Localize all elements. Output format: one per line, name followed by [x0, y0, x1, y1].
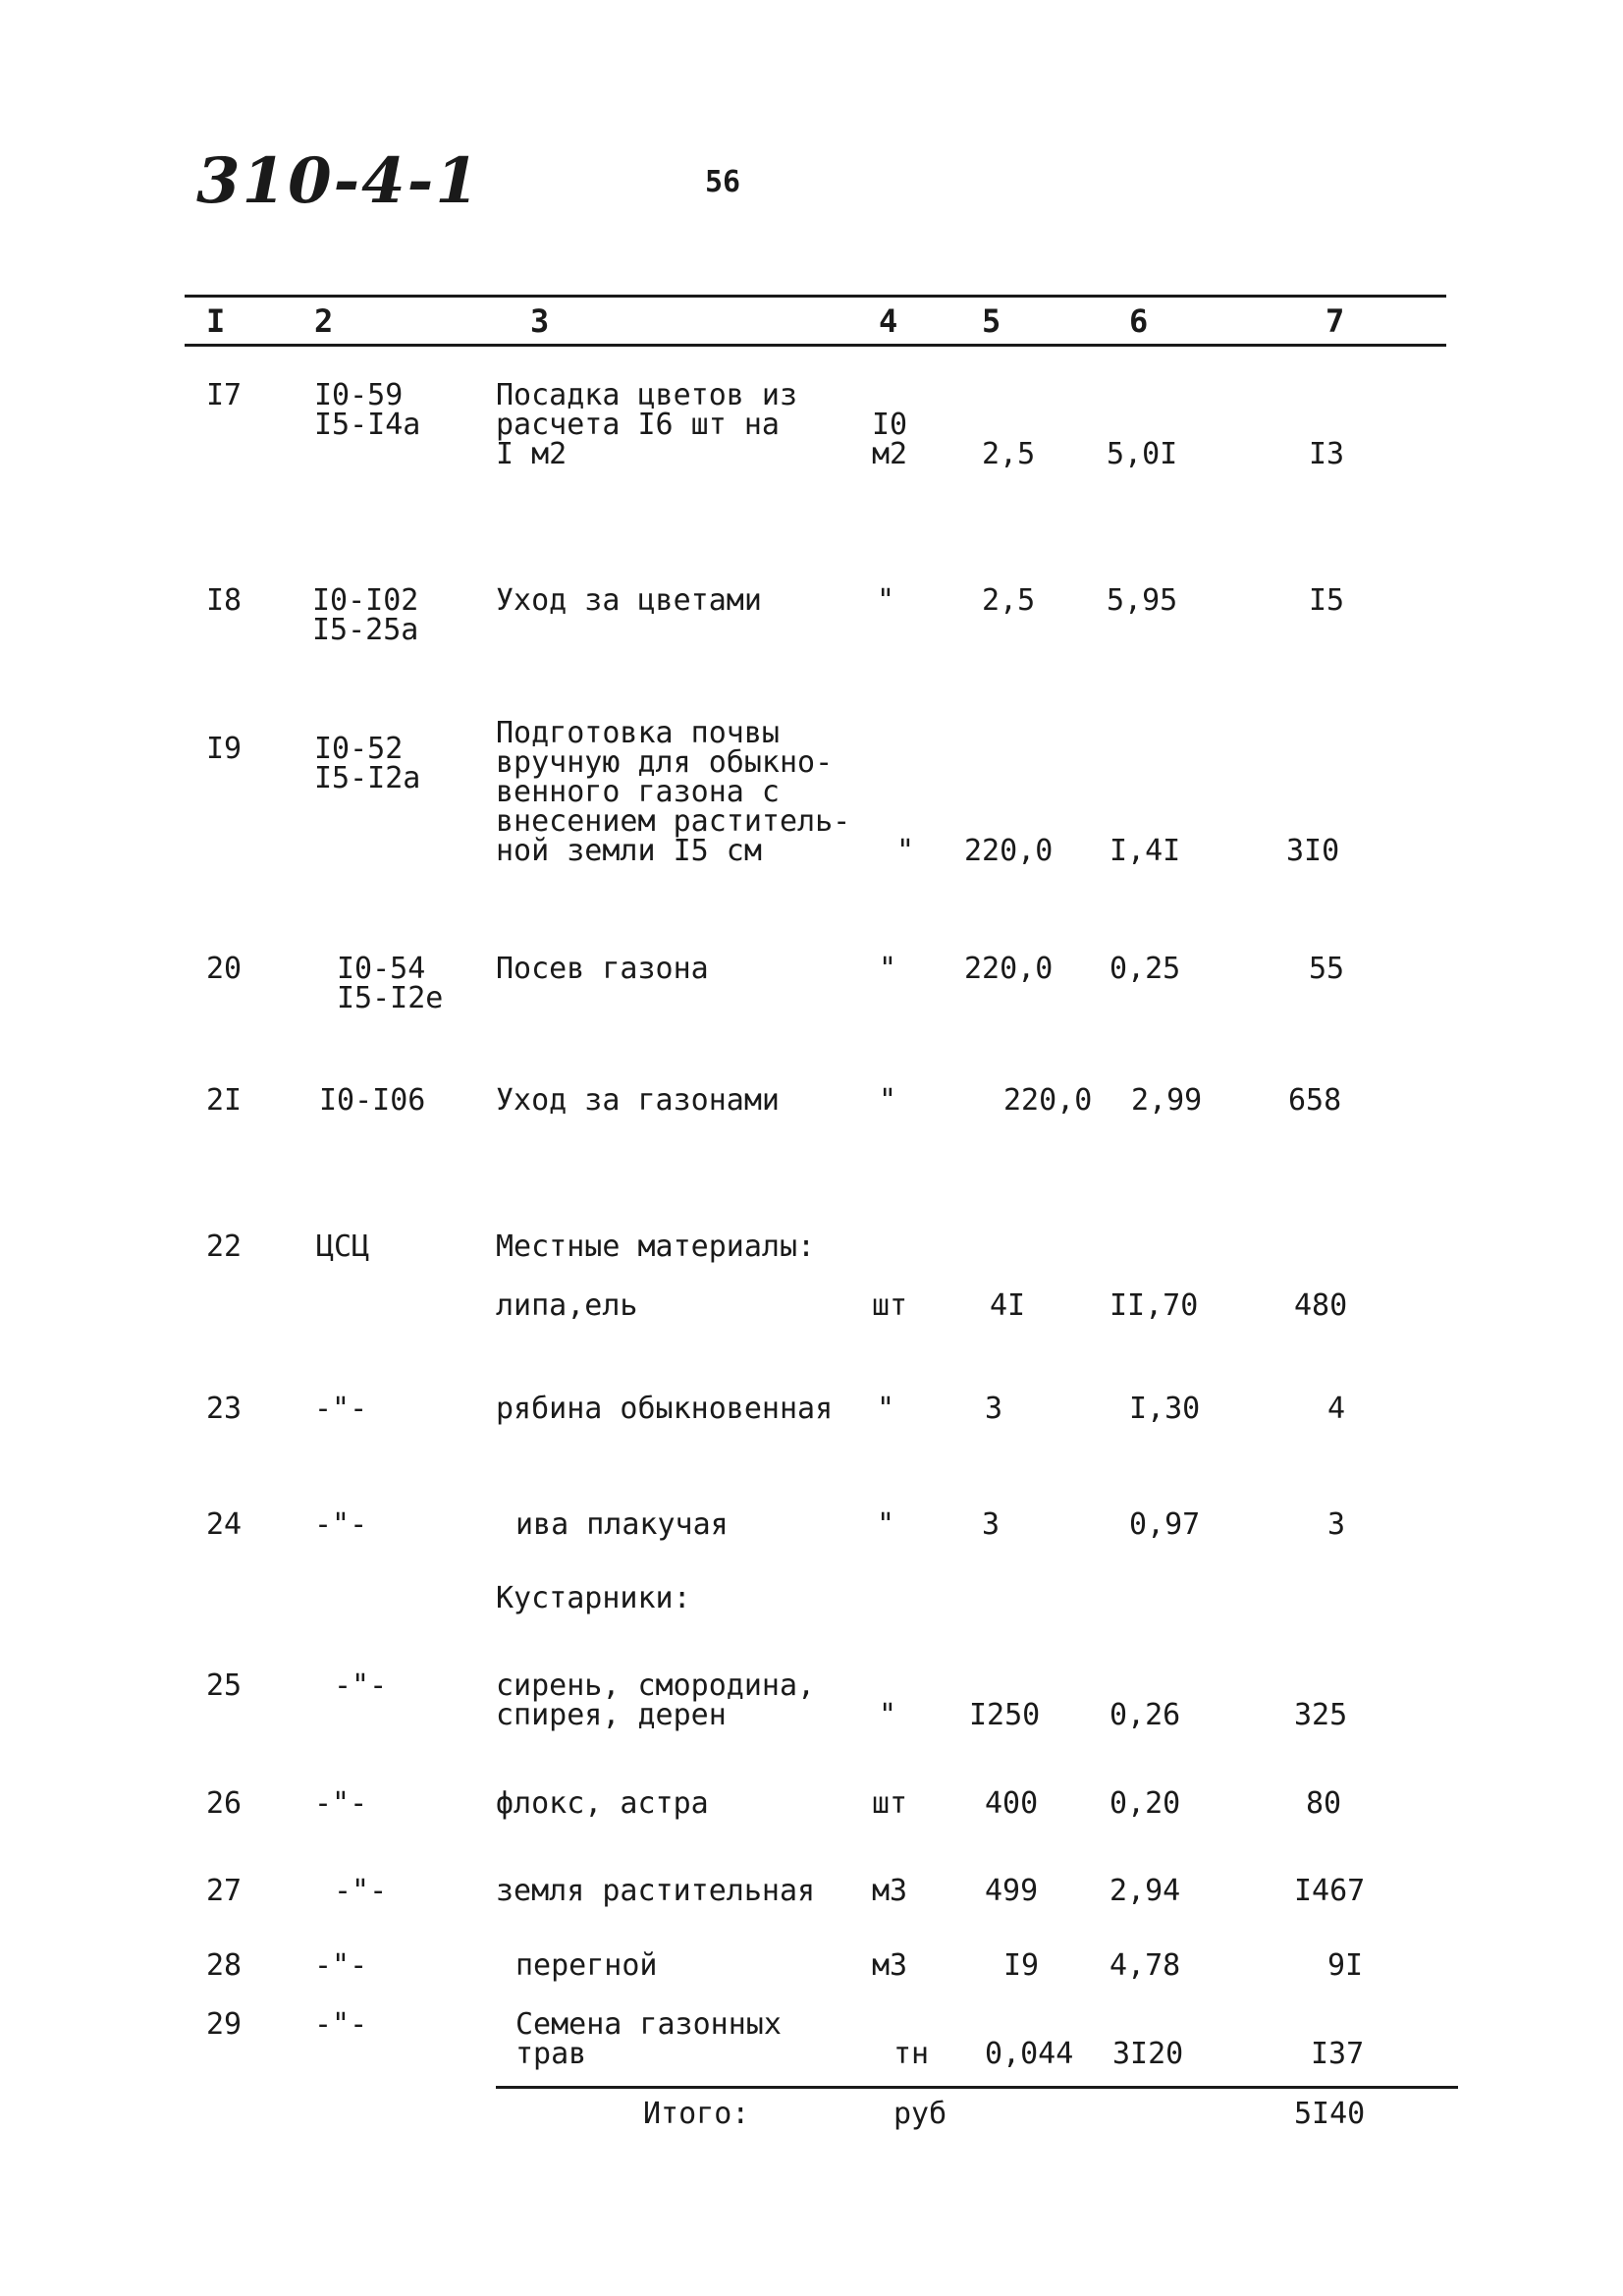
unit: " [879, 1698, 897, 1732]
unit: " [877, 1392, 895, 1426]
row-number: I9 [206, 732, 243, 766]
unit: " [896, 834, 915, 868]
row-number: 28 [206, 1948, 243, 1983]
unit: м3 [872, 1948, 908, 1983]
work-name: перегной [515, 1948, 658, 1983]
quantity: 0,044 [985, 2037, 1074, 2071]
total-cost: 480 [1294, 1288, 1348, 1323]
quantity: 499 [985, 1874, 1039, 1908]
unit-price: 5,0I [1107, 437, 1178, 471]
unit: тн [893, 2037, 930, 2071]
norm-code: I0-52 I5-I2a [314, 732, 421, 795]
column-header-2: 2 [314, 302, 334, 340]
header-top-rule [185, 295, 1446, 298]
unit: " [877, 583, 895, 618]
unit-price: 3I20 [1112, 2037, 1184, 2071]
section-label: Кустарники: [496, 1581, 691, 1615]
norm-code: -"- [314, 1507, 368, 1542]
norm-code: -"- [314, 1786, 368, 1821]
work-name: Уход за газонами [496, 1083, 780, 1118]
total-cost: 3 [1327, 1507, 1346, 1542]
total-rule [496, 2086, 1458, 2089]
column-header-5: 5 [982, 302, 1001, 340]
total-unit: руб [893, 2097, 947, 2131]
quantity: 2,5 [982, 583, 1036, 618]
work-name: ива плакучая [515, 1507, 729, 1542]
row-number: 22 [206, 1230, 243, 1264]
unit-price: 5,95 [1107, 583, 1178, 618]
total-cost: 9I [1327, 1948, 1364, 1983]
unit-price: 2,99 [1131, 1083, 1203, 1118]
header-bottom-rule [185, 344, 1446, 347]
column-header-4: 4 [879, 302, 898, 340]
work-name: Местные материалы: [496, 1230, 816, 1264]
document-code: 310-4-1 [196, 144, 481, 218]
unit-price: II,70 [1109, 1288, 1199, 1323]
norm-code: I0-I06 [319, 1083, 426, 1118]
work-name: сирень, смородина, спирея, дерен [496, 1668, 816, 1732]
quantity: 220,0 [964, 834, 1054, 868]
quantity: 4I [990, 1288, 1026, 1323]
work-name: Семена газонных трав [515, 2007, 782, 2071]
quantity: 400 [985, 1786, 1039, 1821]
quantity: I9 [1003, 1948, 1040, 1983]
unit-price: 0,26 [1109, 1698, 1181, 1732]
grand-total: 5I40 [1294, 2097, 1366, 2131]
unit: I0 м2 [872, 408, 908, 471]
norm-code: -"- [334, 1874, 388, 1908]
unit: " [879, 1083, 897, 1118]
row-number: 23 [206, 1392, 243, 1426]
total-cost: I467 [1294, 1874, 1366, 1908]
unit: шт [872, 1786, 908, 1821]
unit: м3 [872, 1874, 908, 1908]
row-number: 29 [206, 2007, 243, 2042]
norm-code: I0-54 I5-I2e [337, 952, 444, 1015]
work-name: флокс, астра [496, 1786, 709, 1821]
total-cost: 325 [1294, 1698, 1348, 1732]
total-cost: I37 [1311, 2037, 1365, 2071]
norm-code: -"- [314, 2007, 368, 2042]
row-number: 26 [206, 1786, 243, 1821]
total-cost: 80 [1306, 1786, 1342, 1821]
quantity: 3 [982, 1507, 1001, 1542]
unit-price: I,30 [1129, 1392, 1201, 1426]
unit: " [877, 1507, 895, 1542]
work-name: земля растительная [496, 1874, 816, 1908]
total-cost: 658 [1288, 1083, 1342, 1118]
norm-code: -"- [314, 1948, 368, 1983]
work-name: липа,ель [496, 1288, 638, 1323]
total-label: Итого: [643, 2097, 750, 2131]
total-cost: I5 [1309, 583, 1345, 618]
row-number: 2I [206, 1083, 243, 1118]
row-number: 24 [206, 1507, 243, 1542]
row-number: 27 [206, 1874, 243, 1908]
norm-code: -"- [334, 1668, 388, 1703]
unit: шт [872, 1288, 908, 1323]
column-header-6: 6 [1129, 302, 1149, 340]
row-number: I8 [206, 583, 243, 618]
work-name: рябина обыкновенная [496, 1392, 834, 1426]
total-cost: 4 [1327, 1392, 1346, 1426]
unit-price: 0,25 [1109, 952, 1181, 986]
norm-code: -"- [314, 1392, 368, 1426]
norm-code: I0-59 I5-I4a [314, 378, 421, 442]
total-cost: I3 [1309, 437, 1345, 471]
quantity: 220,0 [964, 952, 1054, 986]
work-name: Посев газона [496, 952, 709, 986]
quantity: 2,5 [982, 437, 1036, 471]
quantity: 220,0 [1003, 1083, 1093, 1118]
column-header-7: 7 [1325, 302, 1345, 340]
norm-code: ЦСЦ [316, 1230, 370, 1264]
row-number: 20 [206, 952, 243, 986]
norm-code: I0-I02 I5-25a [312, 583, 419, 647]
column-header-3: 3 [530, 302, 550, 340]
column-header-1: I [206, 302, 226, 340]
row-number: I7 [206, 378, 243, 412]
page-number: 56 [705, 165, 741, 199]
work-name: Посадка цветов из расчета I6 шт на I м2 [496, 378, 798, 471]
quantity: I250 [969, 1698, 1041, 1732]
unit-price: I,4I [1109, 834, 1181, 868]
work-name: Уход за цветами [496, 583, 762, 618]
unit: " [879, 952, 897, 986]
work-name: Подготовка почвы вручную для обыкно- венного газона с внесением раститель- ной земли I5 см [496, 716, 851, 868]
unit-price: 2,94 [1109, 1874, 1181, 1908]
row-number: 25 [206, 1668, 243, 1703]
total-cost: 3I0 [1286, 834, 1340, 868]
unit-price: 0,20 [1109, 1786, 1181, 1821]
unit-price: 4,78 [1109, 1948, 1181, 1983]
unit-price: 0,97 [1129, 1507, 1201, 1542]
quantity: 3 [985, 1392, 1003, 1426]
total-cost: 55 [1309, 952, 1345, 986]
